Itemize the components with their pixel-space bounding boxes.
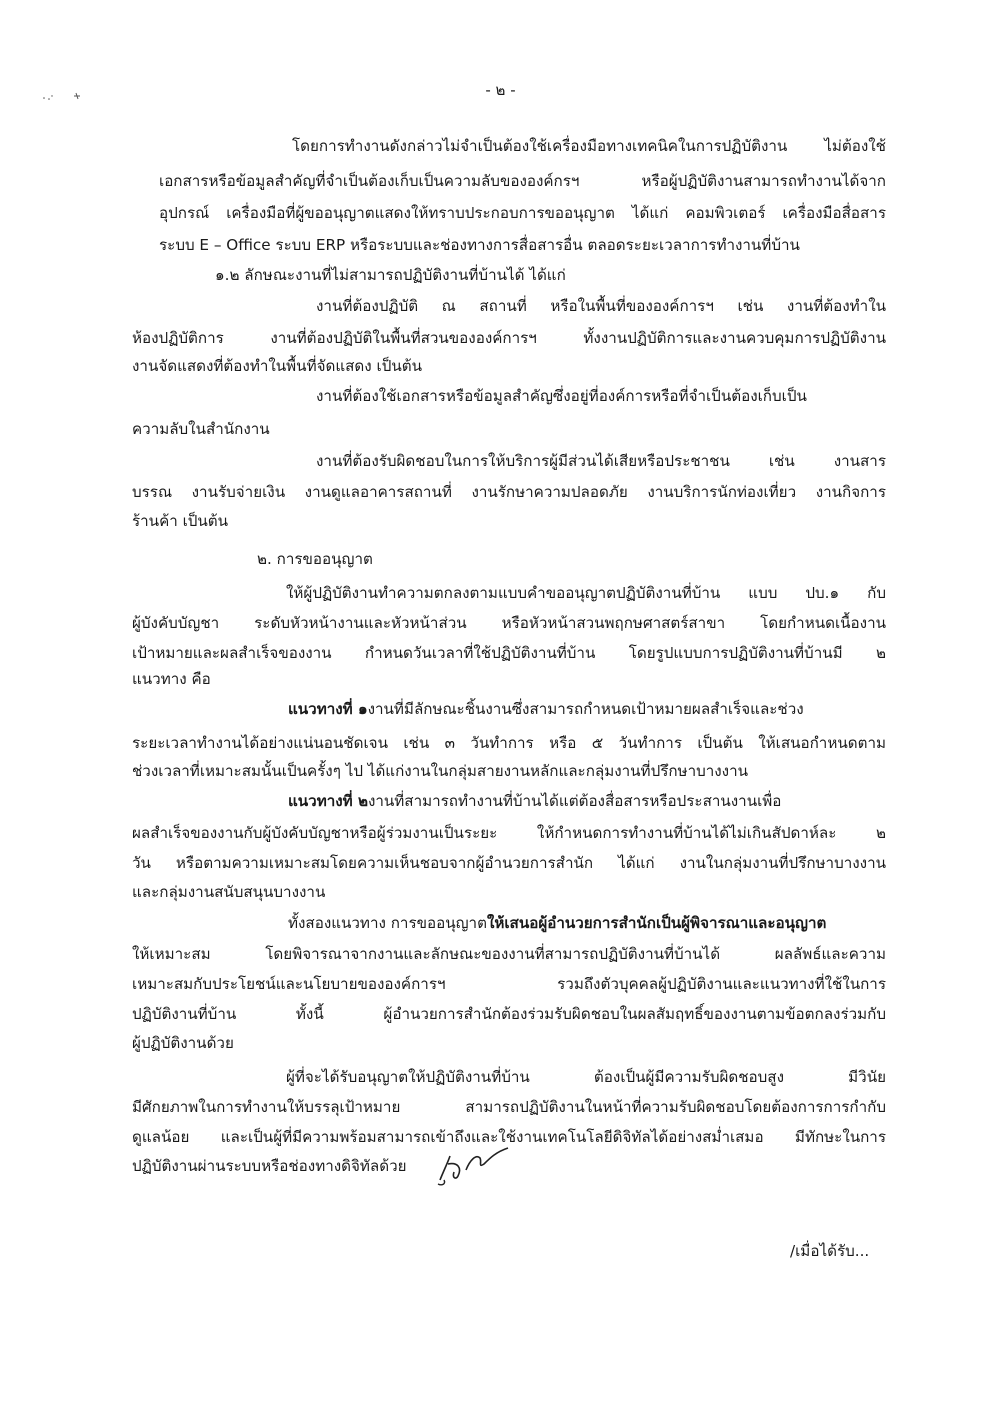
page-continuation: /เมื่อได้รับ... [790, 1242, 870, 1260]
approach1-label: แนวทางที่ ๑ [288, 700, 368, 718]
para1-line-4: ระบบ E – Office ระบบ ERP หรือระบบและช่องทางการสื่อสารอื่น ตลอดระยะเวลาการทำงานที่บ้าน [159, 236, 800, 254]
approach1-text-1: งานที่มีลักษณะชิ้นงานซึ่งสามารถกำหนดเป้าหมายผลสำเร็จและช่วง [367, 700, 804, 718]
section-heading-1-2: ๑.๒ ลักษณะงานที่ไม่สามารถปฏิบัติงานที่บ้านได้ ได้แก่ [215, 266, 566, 284]
handwritten-initials [418, 1140, 514, 1190]
para2-line-3: งานจัดแสดงที่ต้องทำในพื้นที่จัดแสดง เป็นต้น [132, 357, 422, 375]
page-number: - ๒ - [485, 81, 516, 99]
approach2-line-1 [288, 790, 886, 812]
para7-line-3: ดูแลน้อย และเป็นผู้ที่มีความพร้อมสามารถเข้าถึงและใช้งานเทคโนโลยีดิจิทัลได้อย่างสม่ำเสมอ มีทักษะในการ [132, 1128, 886, 1146]
para7-line-2: มีศักยภาพในการทำงานให้บรรลุเป้าหมาย สามารถปฏิบัติงานในหน้าที่ความรับผิดชอบโดยต้องการการกำกับ [132, 1098, 886, 1116]
para6-line-2: ให้เหมาะสม โดยพิจารณาจากงานและลักษณะของงานที่สามารถปฏิบัติงานที่บ้านได้ ผลลัพธ์และความ [132, 945, 886, 963]
approach1-line-1 [288, 698, 886, 720]
para4-line-2: บรรณ งานรับจ่ายเงิน งานดูแลอาคารสถานที่ งานรักษาความปลอดภัย งานบริการนักท่องเที่ยว งานกิจการ [132, 483, 886, 501]
para3-line-1: งานที่ต้องใช้เอกสารหรือข้อมูลสำคัญซึ่งอยู่ที่องค์การหรือที่จำเป็นต้องเก็บเป็น [316, 387, 807, 405]
para3-line-2: ความลับในสำนักงาน [132, 420, 270, 438]
para6-intro: ทั้งสองแนวทาง การขออนุญาต [288, 914, 487, 932]
para7-line-1: ผู้ที่จะได้รับอนุญาตให้ปฏิบัติงานที่บ้าน ต้องเป็นผู้มีความรับผิดชอบสูง มีวินัย [286, 1068, 886, 1086]
para6-line-3: เหมาะสมกับประโยชน์และนโยบายขององค์การฯ รวมถึงตัวบุคคลผู้ปฏิบัติงานและแนวทางที่ใช้ในการ [132, 975, 886, 993]
para2-line-1: งานที่ต้องปฏิบัติ ณ สถานที่ หรือในพื้นที่ขององค์การฯ เช่น งานที่ต้องทำใน [316, 297, 886, 315]
para1-line-3: อุปกรณ์ เครื่องมือที่ผู้ขออนุญาตแสดงให้ทราบประกอบการขออนุญาต ได้แก่ คอมพิวเตอร์ เครื่องมือสื่อสาร [159, 204, 886, 222]
para1-line-2: เอกสารหรือข้อมูลสำคัญที่จำเป็นต้องเก็บเป็นความลับขององค์กรฯ หรือผู้ปฏิบัติงานสามารถทำงานได้จาก [159, 172, 886, 190]
approach2-line-3: วัน หรือตามความเหมาะสมโดยความเห็นชอบจากผู้อำนวยการสำนัก ได้แก่ งานในกลุ่มงานที่ปรึกษาบางงาน [132, 854, 886, 872]
para5-line-1: ให้ผู้ปฏิบัติงานทำความตกลงตามแบบคำขออนุญาตปฏิบัติงานที่บ้าน แบบ ปบ.๑ กับ [286, 584, 886, 602]
para7-line-4: ปฏิบัติงานผ่านระบบหรือช่องทางดิจิทัลด้วย [132, 1157, 407, 1175]
approach2-label: แนวทางที่ ๒ [288, 792, 368, 810]
para6-line-4: ปฏิบัติงานที่บ้าน ทั้งนี้ ผู้อำนวยการสำนักต้องร่วมรับผิดชอบในผลสัมฤทธิ์ของงานตามข้อตกลงร่วมกับ [132, 1005, 886, 1023]
approach2-line-4: และกลุ่มงานสนับสนุนบางงาน [132, 883, 326, 901]
para4-line-1: งานที่ต้องรับผิดชอบในการให้บริการผู้มีส่วนได้เสียหรือประชาชน เช่น งานสาร [316, 452, 886, 470]
para5-line-4: แนวทาง คือ [132, 670, 211, 688]
approach2-text-1: งานที่สามารถทำงานที่บ้านได้แต่ต้องสื่อสารหรือประสานงานเพื่อ [367, 792, 782, 810]
para6-line-1 [288, 912, 886, 934]
approach1-line-3: ช่วงเวลาที่เหมาะสมนั้นเป็นครั้งๆ ไป ได้แก่งานในกลุ่มสายงานหลักและกลุ่มงานที่ปรึกษาบางงาน [132, 762, 749, 780]
para6-line-5: ผู้ปฏิบัติงานด้วย [132, 1034, 234, 1052]
para5-line-2: ผู้บังคับบัญชา ระดับหัวหน้างานและหัวหน้าส่วน หรือหัวหน้าสวนพฤกษศาสตร์สาขา โดยกำหนดเนื้องาน [132, 614, 886, 632]
approach2-line-2: ผลสำเร็จของงานกับผู้บังคับบัญชาหรือผู้ร่วมงานเป็นระยะ ให้กำหนดการทำงานที่บ้านได้ไม่เกินสัปดาห์ละ ๒ [132, 824, 886, 842]
scan-artifact-marks [40, 88, 84, 104]
para4-line-3: ร้านค้า เป็นต้น [132, 512, 229, 530]
para2-line-2: ห้องปฏิบัติการ งานที่ต้องปฏิบัติในพื้นที่สวนขององค์การฯ ทั้งงานปฏิบัติการและงานควบคุมการปฏิบัติงาน [132, 329, 886, 347]
approach1-line-2: ระยะเวลาทำงานได้อย่างแน่นอนชัดเจน เช่น ๓ วันทำการ หรือ ๕ วันทำการ เป็นต้น ให้เสนอกำหนดตาม [132, 734, 886, 752]
para5-line-3: เป้าหมายและผลสำเร็จของงาน กำหนดวันเวลาที่ใช้ปฏิบัติงานที่บ้าน โดยรูปแบบการปฏิบัติงานที่บ้านมี ๒ [132, 644, 886, 662]
section-heading-2: ๒. การขออนุญาต [257, 550, 373, 568]
para1-line-1: โดยการทำงานดังกล่าวไม่จำเป็นต้องใช้เครื่องมือทางเทคนิคในการปฏิบัติงาน ไม่ต้องใช้ [292, 137, 886, 155]
para6-bold-text: ให้เสนอผู้อำนวยการสำนักเป็นผู้พิจารณาและอนุญาต [486, 914, 827, 932]
